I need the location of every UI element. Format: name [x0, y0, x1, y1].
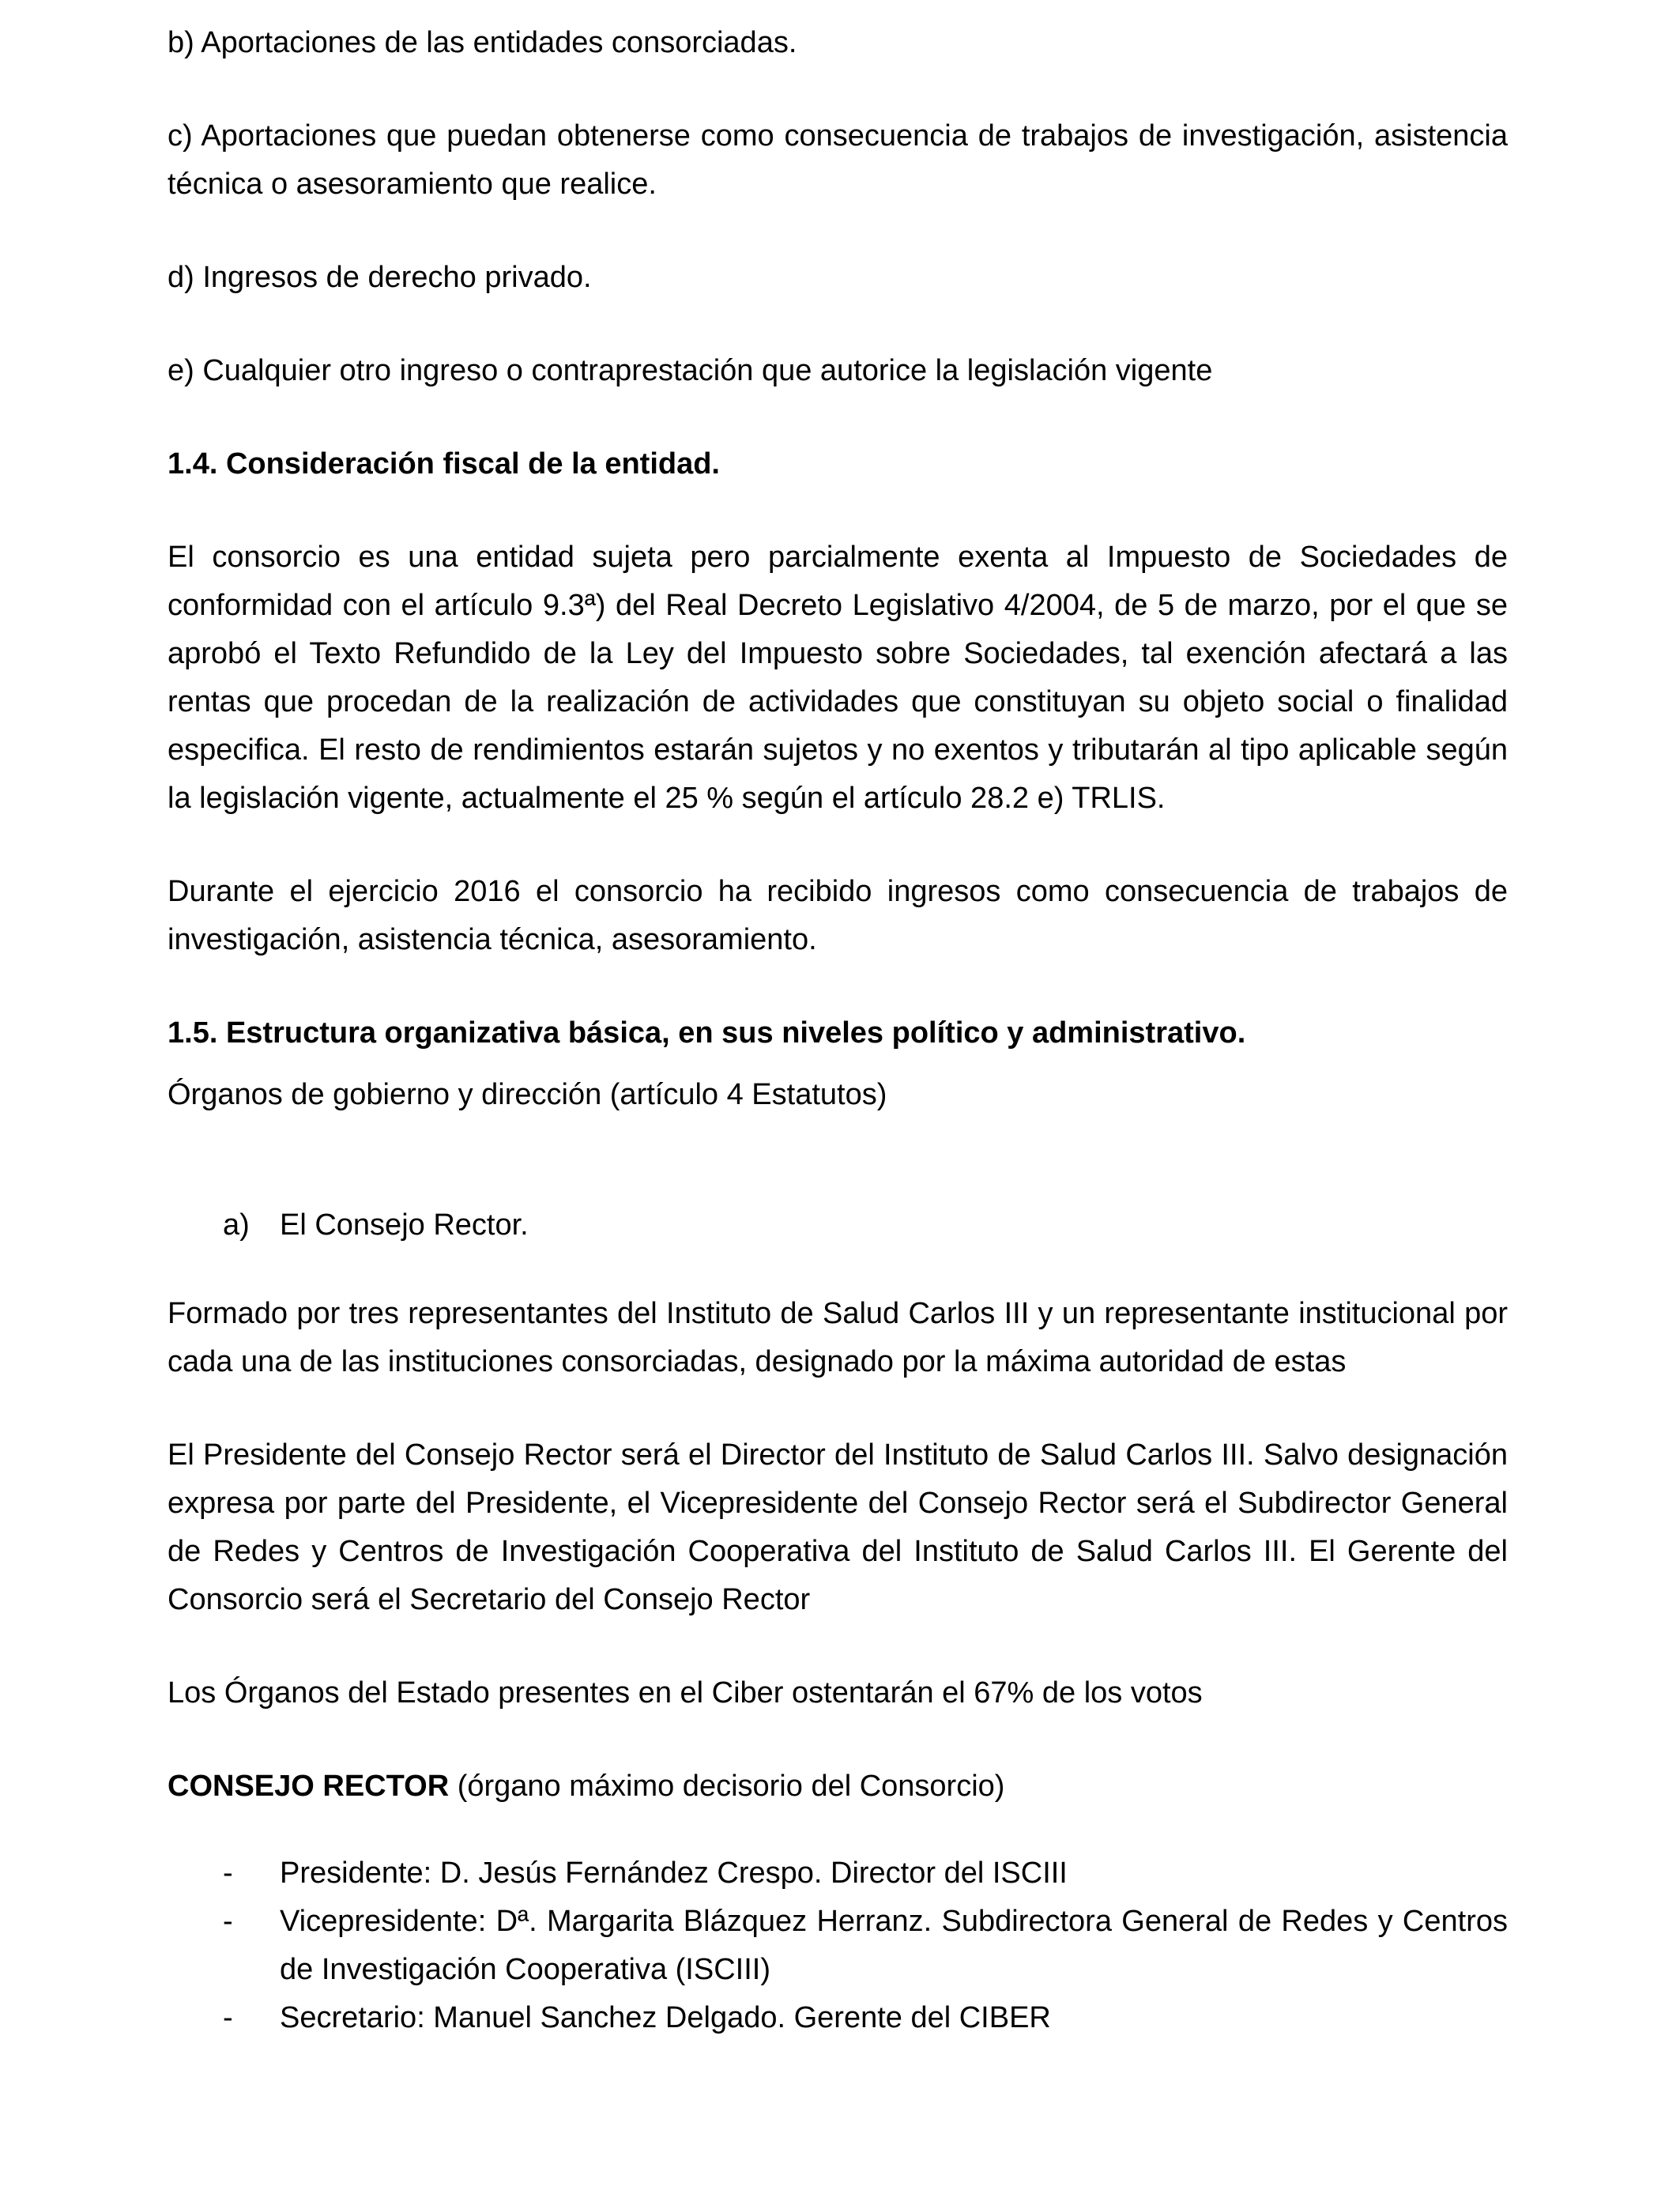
member-text: Vicepresidente: Dª. Margarita Blázquez Herranz. Subdirectora General de Redes y Centros de Investigación Cooperativa (ISCIII)	[280, 1905, 1508, 1986]
list-marker: a)	[223, 1208, 250, 1242]
member-text: Presidente: D. Jesús Fernández Crespo. Director del ISCIII	[280, 1857, 1068, 1890]
dash-marker: -	[223, 1905, 233, 1938]
member-item	[168, 1994, 1508, 2042]
fiscal-paragraph: El consorcio es una entidad sujeta pero parcialmente exenta al Impuesto de Sociedades de conformidad con el artículo 9.3ª) del Real Decreto Legislativo 4/2004, de 5 de marzo, por el que se aprobó el Texto Refundido de la Ley del Impuesto sobre Sociedades, tal exención afectará a las rentas que procedan de la realización de actividades que constituyan su objeto social o finalidad especifica. El resto de rendimientos estarán sujetos y no exentos y tributarán al tipo aplicable según la legislación vigente, actualmente el 25 % según el artículo 28.2 e) TRLIS.	[168, 541, 1508, 815]
consejo-rector-desc: (órgano máximo decisorio del Consorcio)	[449, 1770, 1005, 1803]
list-item-label: El Consejo Rector.	[280, 1208, 529, 1242]
section-heading-1-5: 1.5. Estructura organizativa básica, en sus niveles político y administrativo.	[168, 1016, 1246, 1050]
ingresos-paragraph: Durante el ejercicio 2016 el consorcio ha recibido ingresos como consecuencia de trabajos de investigación, asistencia técnica, asesoramiento.	[168, 875, 1508, 956]
member-item	[168, 1898, 1508, 1994]
item-b: b) Aportaciones de las entidades consorciadas.	[168, 26, 797, 59]
consejo-rector-bold: CONSEJO RECTOR	[168, 1770, 450, 1803]
presidente-paragraph: El Presidente del Consejo Rector será el Director del Instituto de Salud Carlos III. Salvo designación expresa por parte del Presidente, el Vicepresidente del Consejo Rector será el Subdirector General de Redes y Centros de Investigación Cooperativa del Instituto de Salud Carlos III. El Gerente del Consorcio será el Secretario del Consejo Rector	[168, 1438, 1508, 1616]
document-page	[168, 19, 1508, 2042]
item-d: d) Ingresos de derecho privado.	[168, 261, 592, 294]
consejo-rector-line	[168, 1762, 1508, 1811]
dash-marker: -	[223, 1857, 233, 1890]
section-heading-1-4: 1.4. Consideración fiscal de la entidad.	[168, 447, 720, 481]
votos-paragraph: Los Órganos del Estado presentes en el Ciber ostentarán el 67% de los votos	[168, 1676, 1203, 1710]
item-e: e) Cualquier otro ingreso o contraprestación que autorice la legislación vigente	[168, 354, 1213, 387]
organos-paragraph: Órganos de gobierno y dirección (artículo 4 Estatutos)	[168, 1078, 887, 1111]
member-item	[168, 1849, 1508, 1898]
dash-marker: -	[223, 2001, 233, 2034]
member-text: Secretario: Manuel Sanchez Delgado. Gerente del CIBER	[280, 2001, 1051, 2034]
formado-paragraph: Formado por tres representantes del Instituto de Salud Carlos III y un representante institucional por cada una de las instituciones consorciadas, designado por la máxima autoridad de estas	[168, 1297, 1508, 1378]
list-item-consejo-rector	[168, 1201, 1508, 1250]
item-c: c) Aportaciones que puedan obtenerse como consecuencia de trabajos de investigación, asistencia técnica o asesoramiento que realice.	[168, 119, 1508, 201]
